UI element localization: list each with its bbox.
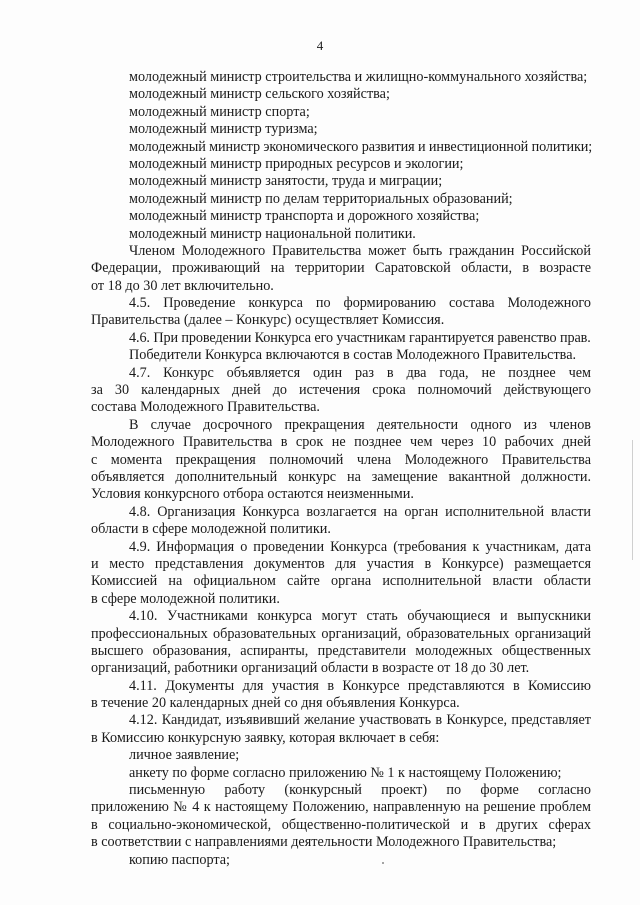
text-line: в сфере молодежной политики. xyxy=(91,590,280,607)
text-line: в Комиссию конкурсную заявку, которая включает в себя: xyxy=(91,729,440,746)
text-line: с момента прекращения полномочий члена Молодежного Правительства xyxy=(91,451,591,468)
text-line: письменную работу (конкурсный проект) по форме согласно xyxy=(129,782,591,799)
text-line: 4.8. Организация Конкурса возлагается на орган исполнительной власти xyxy=(129,503,591,520)
text-line: Правительства (далее – Конкурс) осуществляет Комиссия. xyxy=(91,312,445,329)
text-line: в социально-экономической, общественно-политической и в других сферах xyxy=(91,816,591,833)
text-line: 4.12. Кандидат, изъявивший желание участвовать в Конкурсе, представляет xyxy=(129,712,591,729)
text-line: и место представления документов для участия в Конкурсе) размещается xyxy=(91,555,591,572)
text-line: состава Молодежного Правительства. xyxy=(91,399,320,416)
text-line: молодежный министр туризма; xyxy=(129,121,318,138)
text-line: копию паспорта; xyxy=(129,851,230,868)
scan-speck xyxy=(382,862,384,864)
text-line: области в сфере молодежной политики. xyxy=(91,521,331,538)
text-line: молодежный министр природных ресурсов и экологии; xyxy=(129,155,464,172)
text-line: от 18 до 30 лет включительно. xyxy=(91,277,274,294)
text-line: В случае досрочного прекращения деятельности одного из членов xyxy=(129,416,591,433)
text-line: личное заявление; xyxy=(129,747,240,764)
text-line: анкету по форме согласно приложению № 1 к настоящему Положению; xyxy=(129,764,562,781)
text-line: молодежный министр сельского хозяйства; xyxy=(129,86,390,103)
text-line: молодежный министр занятости, труда и миграции; xyxy=(129,173,443,190)
text-line: высшего образования, аспиранты, представители молодежных общественных xyxy=(91,642,591,659)
text-line: 4.5. Проведение конкурса по формированию состава Молодежного xyxy=(129,295,591,312)
text-line: Членом Молодежного Правительства может быть гражданин Российской xyxy=(129,242,591,259)
text-line: в соответствии с направлениями деятельности Молодежного Правительства; xyxy=(91,834,557,851)
text-line: молодежный министр национальной политики. xyxy=(129,225,416,242)
text-line: 4.6. При проведении Конкурса его участникам гарантируется равенство прав. xyxy=(129,329,591,346)
text-line: 4.10. Участниками конкурса могут стать обучающиеся и выпускники xyxy=(129,608,591,625)
text-line: 4.9. Информация о проведении Конкурса (требования к участникам, дата xyxy=(129,538,591,555)
text-line: объявляется дополнительный конкурс на замещение вакантной должности. xyxy=(91,468,591,485)
scan-edge-mark xyxy=(632,440,633,560)
text-line: Федерации, проживающий на территории Саратовской области, в возрасте xyxy=(91,260,591,277)
text-line: молодежный министр экономического развития и инвестиционной политики; xyxy=(129,138,593,155)
text-line: Условия конкурсного отбора остаются неизменными. xyxy=(91,486,414,503)
text-line: молодежный министр по делам территориальных образований; xyxy=(129,190,513,207)
page-number: 4 xyxy=(316,38,324,53)
text-line: молодежный министр строительства и жилищно-коммунального хозяйства; xyxy=(129,69,588,85)
text-line: за 30 календарных дней до истечения срока полномочий действующего xyxy=(91,382,591,399)
text-line: 4.7. Конкурс объявляется один раз в два года, не позднее чем xyxy=(129,364,591,381)
text-line: профессиональных образовательных организаций, образовательных организаций xyxy=(91,625,591,642)
text-line: 4.11. Документы для участия в Конкурсе представляются в Комиссию xyxy=(129,677,591,694)
text-line: организаций, работники организаций области в возрасте от 18 до 30 лет. xyxy=(91,660,530,677)
text-line: приложению № 4 к настоящему Положению, направленную на решение проблем xyxy=(91,799,591,816)
text-line: молодежный министр спорта; xyxy=(129,103,310,120)
text-line: в течение 20 календарных дней со дня объявления Конкурса. xyxy=(91,695,460,712)
text-line: Комиссией на официальном сайте органа исполнительной власти области xyxy=(91,573,591,590)
text-line: Победители Конкурса включаются в состав Молодежного Правительства. xyxy=(129,347,577,364)
text-line: молодежный министр транспорта и дорожного хозяйства; xyxy=(129,208,480,225)
text-line: Молодежного Правительства в срок не позднее чем через 10 рабочих дней xyxy=(91,434,591,451)
document-text-body xyxy=(91,69,591,869)
